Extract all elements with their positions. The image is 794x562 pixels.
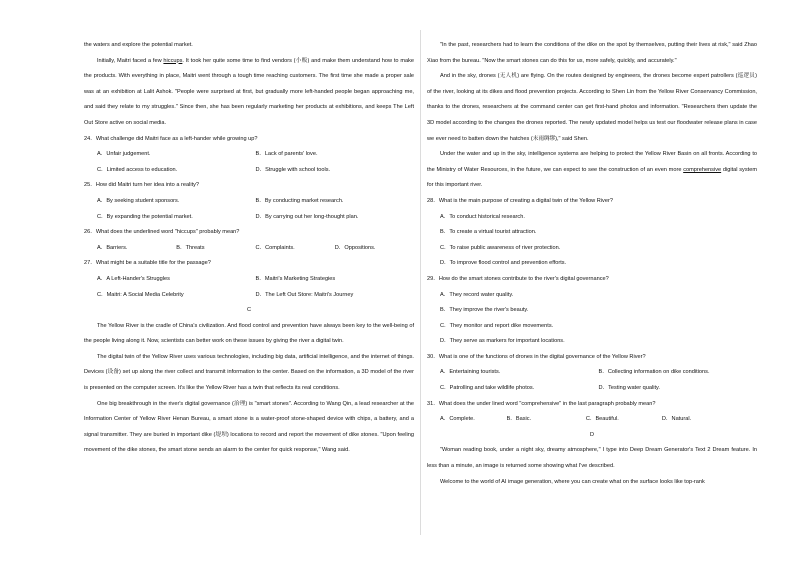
option-d: D．They serve as markers for important locations.: [440, 338, 565, 345]
right-column: [427, 38, 757, 490]
passage-d-paragraph-1: "Woman reading book, under a night sky, dreamy atmosphere," I type into Deep Dream Generator's Text 2 Dream feature. In less than a minute, an image is returned some showing what I've described.: [427, 447, 757, 470]
option-c: C．By expanding the potential market.: [97, 213, 193, 220]
paragraph-text: Initially, Maitri faced a few: [97, 57, 164, 64]
option-b: B．Lack of parents' love.: [255, 151, 318, 158]
option-c: C．They monitor and report dike movements.: [440, 322, 554, 329]
option-c: C．Limited access to education.: [97, 166, 178, 173]
option-c: C．Complaints.: [255, 244, 295, 251]
paragraph-text: digital system for this important river.: [427, 166, 757, 189]
question-24: 24．What challenge did Maitri face as a left-hander while growing up?: [84, 135, 258, 142]
option-b: B．Collecting information on dike conditions.: [598, 369, 710, 376]
underlined-word-comprehensive: comprehensive: [683, 166, 722, 173]
question-31: 31．What does the under lined word "comprehensive" in the last paragraph probably mean?: [427, 400, 656, 407]
intro-line: the waters and explore the potential market.: [84, 42, 193, 48]
left-column: [84, 38, 414, 459]
option-d: D．Struggle with school tools.: [255, 166, 331, 173]
option-d: D．Testing water quality.: [598, 385, 660, 392]
option-a: A．Complete.: [440, 416, 475, 423]
option-d: D．To improve flood control and prevention efforts.: [440, 260, 567, 267]
question-25: 25．How did Maitri turn her idea into a reality?: [84, 182, 200, 189]
option-b: B．Maitri's Marketing Strategies: [255, 275, 336, 282]
option-b: B．Basic.: [506, 416, 532, 423]
question-27: 27．What might be a suitable title for the passage?: [84, 260, 211, 267]
option-d: D．Natural.: [661, 416, 692, 423]
question-24-options: [84, 147, 414, 178]
question-31-options: [427, 412, 757, 428]
option-c: C．Patrolling and take wildlife photos.: [440, 385, 535, 392]
option-c: C．To raise public awareness of river protection.: [440, 244, 561, 251]
passage-b-paragraph: [84, 54, 414, 132]
passage-c-paragraph-4: "In the past, researchers had to learn the conditions of the dike on the spot by themselves, putting their lives at risk," said Zhao Xiao from the bureau. "Now the smart stones can do this for us, more safely, quickly, and accurately.": [427, 42, 757, 64]
option-b: B．To create a virtual tourist attraction.: [440, 229, 537, 236]
option-d: D．The Left Out Store: Maitri's Journey: [255, 291, 354, 298]
option-a: A．Unfair judgement.: [97, 151, 151, 158]
option-d: D．By carrying out her long-thought plan.: [255, 213, 359, 220]
option-c: C．Maitri: A Social Media Celebrity: [97, 291, 184, 298]
option-b: B．Threats: [176, 244, 205, 251]
option-a: A．By seeking student sponsors.: [97, 197, 180, 204]
question-26-options: [84, 241, 414, 257]
option-a: A．Entertaining tourists.: [440, 369, 501, 376]
passage-c-paragraph-6: [427, 147, 757, 194]
question-28: 28．What is the main purpose of creating a digital twin of the Yellow River?: [427, 197, 613, 204]
passage-c-paragraph-5: And in the sky, drones (无人机) are flying. On the routes designed by engineers, the drones become expert patrollers (巡逻员) of the river, looking at its dikes and flood prevention projects. According to Shen Lin from the Yellow River Conservancy Commission, thanks to the drones, researchers at the command center can get first-hand photos and information. "Researchers then update the 3D model according to the changes the drones reported. The newly updated model helps us test our floodwater release plans in case we ever need to batten down the hatches (未雨绸缪)," said Shen.: [427, 73, 757, 142]
question-25-options: [84, 194, 414, 225]
question-26: 26．What does the underlined word "hiccups" probably mean?: [84, 229, 240, 236]
section-c-heading: C: [246, 307, 252, 314]
option-d: D．Oppositions.: [334, 244, 376, 251]
question-29: 29．How do the smart stones contribute to the river's digital governance?: [427, 275, 609, 282]
option-b: B．By conducting market research.: [255, 197, 344, 204]
option-a: A．To conduct historical research.: [440, 213, 525, 220]
option-a: A．They record water quality.: [440, 291, 514, 298]
underlined-word-hiccups: hiccups: [163, 57, 183, 64]
option-a: A．Barriers.: [97, 244, 128, 251]
paragraph-text: . It took her quite some time to find vendors (小贩) and make them understand how to make the products. With everything in place, Maitri went through a tough time reaching customers. The first time she made a proper sale was at an exhibition at Lalit Ashok. "People were surprised at first, but gradually more left-handed people began approaching me, and said they relate to my struggles." Since then, she has been regularly marketing her products at exhibitions, and keeps The Left Out Store active on social media.: [84, 57, 414, 126]
question-27-options: [84, 272, 414, 303]
paragraph-text: Under the water and up in the sky, intelligence systems are helping to protect the Yellow River Basin on all fronts. According to the Ministry of Water Resources, in the future, we can expect to see the construction of an even more: [427, 151, 757, 173]
option-a: A．A Left-Hander's Struggles: [97, 275, 170, 282]
passage-d-paragraph-2: Welcome to the world of AI image generation, where you can create what on the surface looks like top-rank: [440, 478, 705, 485]
passage-c-paragraph-2: The digital twin of the Yellow River uses various technologies, including big data, artificial intelligence, and the internet of things. Devices (设备) set up along the river collect and transmit information to the center. Based on the information, a 3D model of the river is presented on the computer screen. It's like the Yellow River has a twin that reflects its real conditions.: [84, 353, 414, 392]
question-30-options: [427, 365, 757, 396]
question-30: 30．What is one of the functions of drones in the digital governance of the Yellow River?: [427, 353, 646, 360]
option-c: C．Beautiful.: [585, 416, 619, 423]
column-divider: [420, 30, 421, 535]
passage-c-paragraph-1: The Yellow River is the cradle of China's civilization. And flood control and prevention have always been key to the well-being of the people living along it. Now, scientists can better work on these issues by giving the river a digital twin.: [84, 322, 414, 345]
section-d-heading: D: [589, 431, 595, 438]
passage-c-paragraph-3: One big breakthrough in the river's digital governance (治理) is "smart stones". According to Wang Qin, a lead researcher at the Information Center of Yellow River Henan Bureau, a smart stone is a water-proof stone-shaped device with chips, a battery, and a signal transmitter. They are buried in important dike (堤坝) locations to record and report the movement of dike stones. "Upon feeling movement of the dike stones, the smart stone sends an alarm to the center for quick response," Wang said.: [84, 400, 414, 454]
option-b: B．They improve the river's beauty.: [440, 307, 529, 314]
